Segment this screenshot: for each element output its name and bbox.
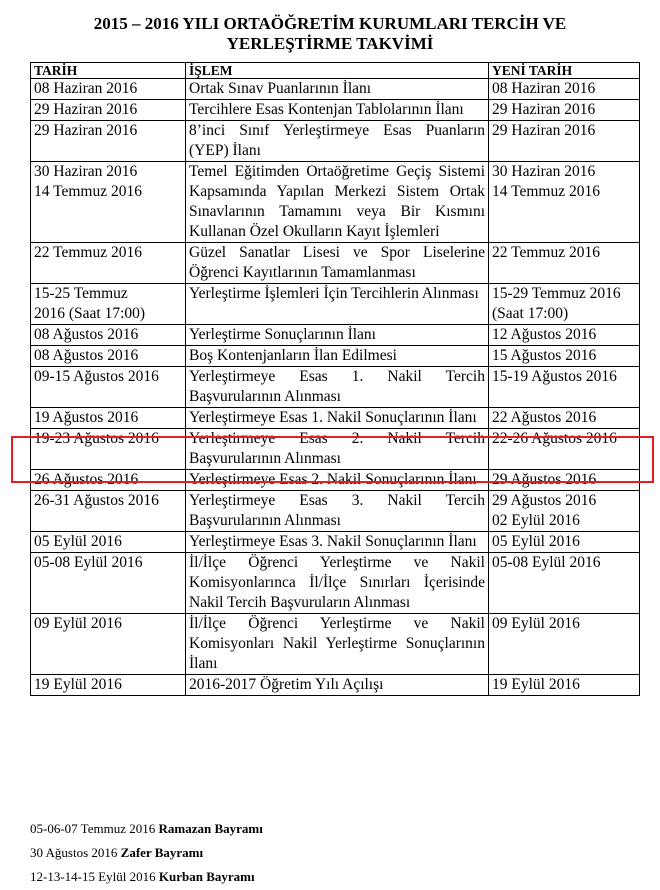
date-line: 29 Haziran 2016: [34, 101, 138, 118]
new-date-line: 12 Ağustos 2016: [492, 326, 597, 343]
holiday-item: [30, 817, 263, 841]
cell-operation: Yerleştirmeye Esas 3. Nakil Tercih Başvurularının Alınması: [186, 491, 489, 532]
table-row: [31, 121, 640, 162]
cell-date: [31, 470, 186, 491]
table-row: [31, 284, 640, 325]
cell-new-date: [489, 491, 640, 532]
new-date-line: 15 Ağustos 2016: [492, 347, 597, 364]
title-line-1: 2015 – 2016 YILI ORTAÖĞRETİM KURUMLARI TERCİH VE: [93, 14, 567, 33]
table-row: [31, 491, 640, 532]
date-line: 2016 (Saat 17:00): [34, 305, 146, 322]
cell-operation: Temel Eğitimden Ortaöğretime Geçiş Sistemi Kapsamında Yapılan Merkezi Sistem Ortak Sınavlarının Tamamını veya Bir Kısmını Kullanan Özel Okulların Kayıt İşlemleri: [186, 162, 489, 243]
new-date-line: 02 Eylül 2016: [492, 512, 580, 529]
cell-new-date: [489, 553, 640, 614]
cell-operation: 8’inci Sınıf Yerleştirmeye Esas Puanların (YEP) İlanı: [186, 121, 489, 162]
cell-date: [31, 614, 186, 675]
cell-date: [31, 408, 186, 429]
new-date-line: 09 Eylül 2016: [492, 615, 580, 632]
new-date-line: 29 Ağustos 2016: [492, 471, 597, 488]
new-date-line: 08 Haziran 2016: [492, 80, 596, 97]
cell-new-date: [489, 367, 640, 408]
table-row: [31, 325, 640, 346]
new-date-line: 05-08 Eylül 2016: [492, 554, 601, 571]
date-line: 05-08 Eylül 2016: [34, 554, 143, 571]
cell-operation: Boş Kontenjanların İlan Edilmesi: [186, 346, 489, 367]
page-title: [0, 14, 660, 54]
new-date-line: 29 Haziran 2016: [492, 101, 596, 118]
cell-new-date: [489, 429, 640, 470]
new-date-line: 22 Ağustos 2016: [492, 409, 597, 426]
cell-operation: Güzel Sanatlar Lisesi ve Spor Liselerine Öğrenci Kayıtlarının Tamamlanması: [186, 243, 489, 284]
new-date-line: 22 Temmuz 2016: [492, 244, 600, 261]
new-date-line: 19 Eylül 2016: [492, 676, 580, 693]
date-line: 09 Eylül 2016: [34, 615, 122, 632]
holiday-dates: 05-06-07 Temmuz 2016: [30, 821, 156, 836]
table-row: [31, 79, 640, 100]
cell-date: [31, 491, 186, 532]
table-body: [31, 79, 640, 696]
cell-date: [31, 429, 186, 470]
cell-new-date: [489, 284, 640, 325]
cell-new-date: [489, 100, 640, 121]
cell-operation: Yerleştirmeye Esas 1. Nakil Tercih Başvurularının Alınması: [186, 367, 489, 408]
table-row: [31, 470, 640, 491]
cell-operation: Tercihlere Esas Kontenjan Tablolarının İlanı: [186, 100, 489, 121]
new-date-line: 15-19 Ağustos 2016: [492, 368, 617, 385]
cell-new-date: [489, 325, 640, 346]
cell-new-date: [489, 614, 640, 675]
cell-date: [31, 367, 186, 408]
holiday-dates: 12-13-14-15 Eylül 2016: [30, 869, 156, 884]
date-line: 30 Haziran 2016: [34, 163, 138, 180]
cell-operation: Yerleştirmeye Esas 1. Nakil Sonuçlarının İlanı: [186, 408, 489, 429]
cell-operation: Ortak Sınav Puanlarının İlanı: [186, 79, 489, 100]
table-row: [31, 429, 640, 470]
cell-date: [31, 532, 186, 553]
cell-operation: İl/İlçe Öğrenci Yerleştirme ve Nakil Komisyonlarınca İl/İlçe Sınırları İçerisinde Nakil Tercih Başvuruların Alınması: [186, 553, 489, 614]
table-row: [31, 367, 640, 408]
cell-new-date: [489, 470, 640, 491]
calendar-table: [30, 62, 640, 696]
cell-date: [31, 243, 186, 284]
cell-date: [31, 100, 186, 121]
header-date: TARİH: [31, 63, 186, 79]
title-line-2: YERLEŞTİRME TAKVİMİ: [226, 34, 434, 53]
table-row: [31, 346, 640, 367]
new-date-line: 22-26 Ağustos 2016: [492, 430, 617, 447]
cell-date: [31, 553, 186, 614]
date-line: 15-25 Temmuz: [34, 285, 128, 302]
table-row: [31, 532, 640, 553]
cell-new-date: [489, 243, 640, 284]
cell-date: [31, 346, 186, 367]
cell-new-date: [489, 532, 640, 553]
cell-new-date: [489, 408, 640, 429]
date-line: 09-15 Ağustos 2016: [34, 368, 159, 385]
new-date-line: 05 Eylül 2016: [492, 533, 580, 550]
new-date-line: 29 Ağustos 2016: [492, 492, 597, 509]
holiday-item: [30, 841, 263, 865]
cell-new-date: [489, 121, 640, 162]
table-row: [31, 614, 640, 675]
new-date-line: 15-29 Temmuz 2016: [492, 285, 621, 302]
table-row: [31, 162, 640, 243]
date-line: 19 Ağustos 2016: [34, 409, 139, 426]
holiday-name: Ramazan Bayramı: [158, 821, 263, 836]
date-line: 08 Ağustos 2016: [34, 347, 139, 364]
date-line: 19-23 Ağustos 2016: [34, 430, 159, 447]
holiday-notes: [30, 817, 263, 889]
table-row: [31, 408, 640, 429]
new-date-line: 14 Temmuz 2016: [492, 183, 600, 200]
date-line: 22 Temmuz 2016: [34, 244, 142, 261]
cell-date: [31, 284, 186, 325]
new-date-line: 29 Haziran 2016: [492, 122, 596, 139]
cell-new-date: [489, 162, 640, 243]
holiday-item: [30, 865, 263, 889]
date-line: 14 Temmuz 2016: [34, 183, 142, 200]
holiday-dates: 30 Ağustos 2016: [30, 845, 118, 860]
cell-operation: Yerleştirmeye Esas 3. Nakil Sonuçlarının İlanı: [186, 532, 489, 553]
cell-date: [31, 675, 186, 696]
cell-date: [31, 325, 186, 346]
cell-date: [31, 162, 186, 243]
table-row: [31, 243, 640, 284]
new-date-line: 30 Haziran 2016: [492, 163, 596, 180]
header-new-date: YENİ TARİH: [489, 63, 640, 79]
date-line: 08 Haziran 2016: [34, 80, 138, 97]
table-row: [31, 675, 640, 696]
cell-operation: 2016-2017 Öğretim Yılı Açılışı: [186, 675, 489, 696]
date-line: 26 Ağustos 2016: [34, 471, 139, 488]
date-line: 08 Ağustos 2016: [34, 326, 139, 343]
cell-operation: Yerleştirme Sonuçlarının İlanı: [186, 325, 489, 346]
table-row: [31, 553, 640, 614]
cell-date: [31, 121, 186, 162]
cell-operation: Yerleştirmeye Esas 2. Nakil Sonuçlarının İlanı: [186, 470, 489, 491]
cell-new-date: [489, 79, 640, 100]
table-row: [31, 100, 640, 121]
date-line: 26-31 Ağustos 2016: [34, 492, 159, 509]
cell-operation: Yerleştirme İşlemleri İçin Tercihlerin Alınması: [186, 284, 489, 325]
cell-new-date: [489, 346, 640, 367]
holiday-name: Zafer Bayramı: [120, 845, 204, 860]
new-date-line: (Saat 17:00): [492, 305, 569, 322]
cell-operation: İl/İlçe Öğrenci Yerleştirme ve Nakil Komisyonları Nakil Yerleştirme Sonuçlarının İlanı: [186, 614, 489, 675]
date-line: 29 Haziran 2016: [34, 122, 138, 139]
holiday-name: Kurban Bayramı: [158, 869, 255, 884]
cell-date: [31, 79, 186, 100]
cell-operation: Yerleştirmeye Esas 2. Nakil Tercih Başvurularının Alınması: [186, 429, 489, 470]
header-operation: İŞLEM: [186, 63, 489, 79]
cell-new-date: [489, 675, 640, 696]
date-line: 19 Eylül 2016: [34, 676, 122, 693]
table-header-row: [31, 63, 640, 79]
date-line: 05 Eylül 2016: [34, 533, 122, 550]
